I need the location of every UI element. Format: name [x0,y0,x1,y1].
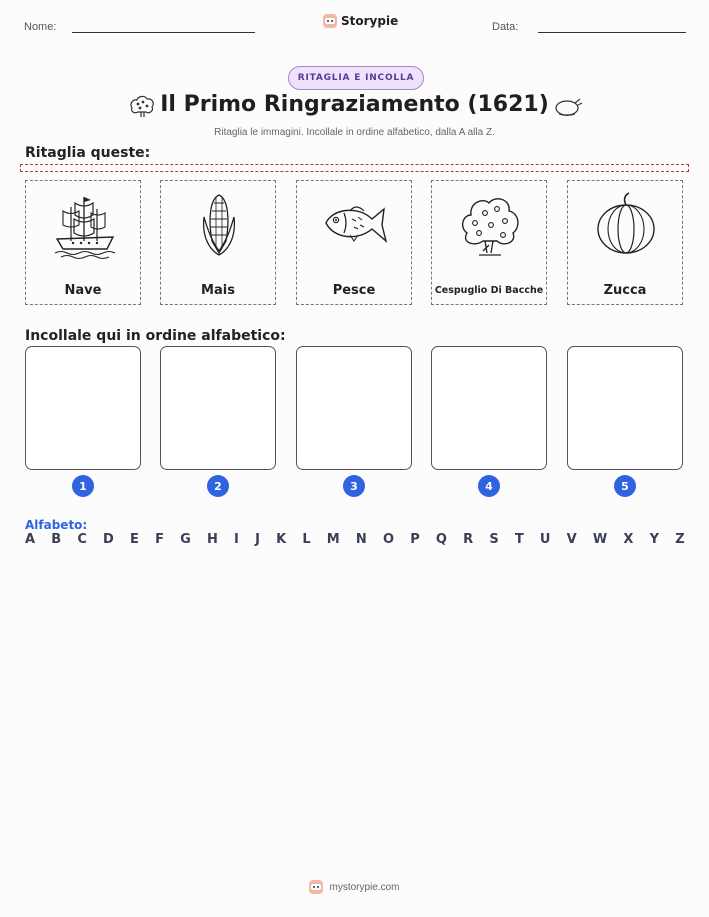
alphabet-letter: S [489,532,499,547]
alphabet-letter: C [77,532,87,547]
alphabet-letter: B [51,532,62,547]
footer [0,880,709,894]
cut-heading: Ritaglia queste: [25,145,151,161]
alphabet-letter: R [463,532,474,547]
cutout-card-pumpkin[interactable] [567,180,683,305]
card-label: Pesce [332,283,376,298]
alphabet-letter: M [326,532,340,547]
paste-slot-1[interactable] [25,346,141,470]
cutout-card-berry-bush[interactable] [431,180,547,305]
mascot-icon [323,14,337,28]
alphabet-letter: T [514,532,524,547]
alphabet-letter: Y [649,532,660,547]
paste-slot-2[interactable] [160,346,276,470]
card-label: Nave [64,283,102,298]
cutout-card-corn[interactable] [160,180,276,305]
page-title: Il Primo Ringraziamento (1621) [160,92,549,117]
pumpkin-icon [593,189,659,261]
card-label: Zucca [603,283,647,298]
alphabet-letter: D [103,532,114,547]
alphabet-letter: U [539,532,551,547]
date-field[interactable] [538,32,686,33]
paste-slot-4[interactable] [431,346,547,470]
instructions: Ritaglia le immagini. Incollale in ordine alfabetico, dalla A alla Z. [214,127,495,138]
slot-number-badge: 4 [478,475,500,497]
date-label: Data: [492,21,519,33]
slot-number-badge: 5 [614,475,636,497]
name-field[interactable] [72,32,255,33]
card-label: Cespuglio Di Bacche [434,285,544,296]
alphabet-letter: H [206,532,218,547]
alphabet-letter: Q [435,532,447,547]
alphabet-letter: V [566,532,577,547]
alphabet-letter: K [276,532,287,547]
card-label: Mais [201,283,235,298]
alphabet-letter: N [355,532,367,547]
alphabet-letter: L [302,532,311,547]
cut-line [20,164,689,172]
cutout-card-fish[interactable] [296,180,412,305]
alphabet-letter: I [234,532,239,547]
paste-slot-3[interactable] [296,346,412,470]
brand-name: Storypie [341,14,399,28]
corn-icon [186,189,252,261]
brand-logo [323,14,398,28]
paste-heading: Incollale qui in ordine alfabetico: [25,328,286,344]
paste-slot-5[interactable] [567,346,683,470]
slot-number-badge: 3 [343,475,365,497]
cutout-card-ship[interactable] [25,180,141,305]
alphabet-letter: O [382,532,395,547]
berry-bush-icon [457,189,523,261]
slot-number-badge: 1 [72,475,94,497]
alphabet-row [25,532,685,547]
alphabet-heading: Alfabeto: [25,518,88,532]
slot-number-badge: 2 [207,475,229,497]
alphabet-letter: E [130,532,139,547]
footer-site: mystorypie.com [329,881,400,893]
name-label: Nome: [24,21,57,33]
mascot-icon [309,880,323,894]
alphabet-letter: G [180,532,191,547]
alphabet-letter: Z [675,532,685,547]
turkey-icon [553,94,583,118]
ship-icon [51,189,117,261]
alphabet-letter: F [155,532,164,547]
alphabet-letter: A [25,532,36,547]
alphabet-letter: P [410,532,420,547]
alphabet-letter: X [623,532,634,547]
activity-badge: RITAGLIA E INCOLLA [288,66,424,90]
fish-icon [322,189,388,261]
alphabet-letter: J [255,532,260,547]
alphabet-letter: W [592,532,608,547]
